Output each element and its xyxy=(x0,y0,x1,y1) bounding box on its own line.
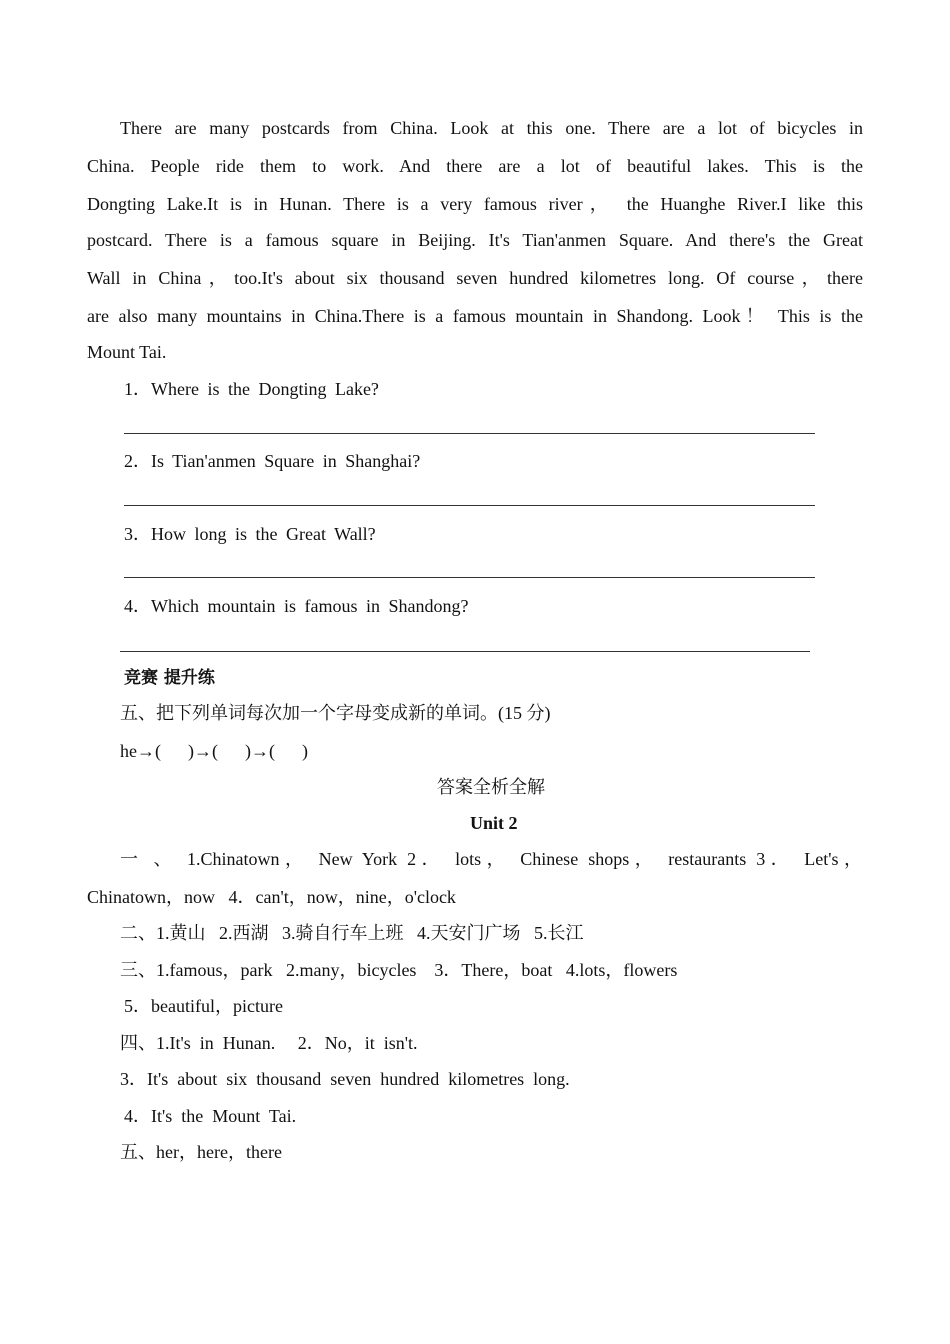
answer-line-3[interactable] xyxy=(124,577,815,578)
question-1: 1．Where is the Dongting Lake? xyxy=(124,379,379,399)
answer-line: 一 、 1.Chinatown， New York 2． lots， Chinese shops， restaurants 3． Let's， xyxy=(120,849,862,869)
answer-line: 二、1.黄山 2.西湖 3.骑自行车上班 4.天安门广场 5.长江 xyxy=(120,923,584,943)
question-2: 2．Is Tian'anmen Square in Shanghai? xyxy=(124,451,421,471)
answer-line: 5．beautiful，picture xyxy=(124,996,283,1016)
answer-line-2[interactable] xyxy=(124,505,815,506)
answer-line: Chinatown，now 4．can't，now，nine，o'clock xyxy=(87,887,456,907)
question-3: 3．How long is the Great Wall? xyxy=(124,524,376,544)
answer-line-1[interactable] xyxy=(124,433,815,434)
question-4: 4．Which mountain is famous in Shandong? xyxy=(124,596,469,616)
unit-title: Unit 2 xyxy=(470,813,518,833)
answer-line: 3．It's about six thousand seven hundred kilometres long. xyxy=(120,1069,570,1089)
passage-line: are also many mountains in China.There is a famous mountain in Shandong. Look！ This is the xyxy=(87,306,863,326)
passage-line: postcard. There is a famous square in Beijing. It's Tian'anmen Square. And there's the Great xyxy=(87,230,863,250)
answer-line: 4．It's the Mount Tai. xyxy=(124,1106,297,1126)
answers-title: 答案全析全解 xyxy=(437,777,545,797)
section-heading: 竞赛 提升练 xyxy=(124,668,215,688)
task5-title: 五、把下列单词每次加一个字母变成新的单词。(15 分) xyxy=(120,703,551,723)
answer-line-4[interactable] xyxy=(120,651,810,652)
passage-line: Mount Tai. xyxy=(87,342,167,362)
answer-line: 三、1.famous，park 2.many，bicycles 3．There，boat 4.lots，flowers xyxy=(120,960,678,980)
passage-line: Dongting Lake.It is in Hunan. There is a very famous river， the Huanghe River.I like this xyxy=(87,194,863,214)
task5-chain: he→( )→( )→( ) xyxy=(120,741,308,761)
passage-line: China. People ride them to work. And there are a lot of beautiful lakes. This is the xyxy=(87,156,863,176)
answer-line: 五、her，here，there xyxy=(120,1142,282,1162)
passage-line: Wall in China，too.It's about six thousand seven hundred kilometres long. Of course，there xyxy=(87,268,863,288)
answer-line: 四、1.It's in Hunan. 2．No，it isn't. xyxy=(120,1033,418,1053)
passage-line: There are many postcards from China. Look at this one. There are a lot of bicycles in xyxy=(120,118,863,138)
